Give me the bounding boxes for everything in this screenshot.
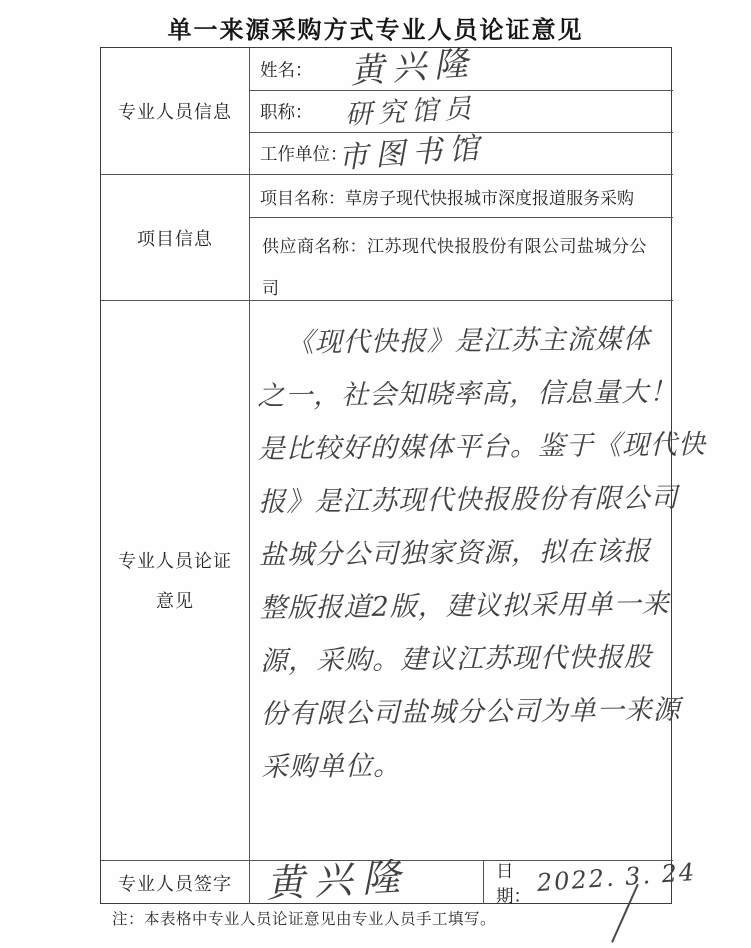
section-label-opinion (101, 301, 250, 861)
signature-handwritten: 黄兴隆 (265, 854, 412, 906)
project-name-label: 项目名称： (260, 188, 345, 208)
section-label-opinion-line2: 意见 (156, 590, 194, 611)
opinion-line: 源，采购。建议江苏现代快报股 (259, 641, 653, 677)
row-workunit (250, 130, 673, 176)
row-supplier (250, 218, 673, 301)
row-name (250, 43, 673, 92)
row-jobtitle (250, 91, 673, 133)
opinion-line: 整版报道2版，建议拟采用单一来 (259, 588, 670, 624)
section-label-signature: 专业人员签字 (101, 861, 250, 904)
opinion-line: 之一，社会知晓率高，信息量大！ (257, 376, 678, 413)
opinion-line: 《现代快报》是江苏主流媒体 (286, 323, 651, 359)
date-label: 日期： (496, 860, 531, 906)
opinion-handwritten-text (257, 313, 707, 794)
supplier-label: 供应商名称： (262, 237, 367, 256)
opinion-line: 盐城分公司独家资源，拟在该报 (258, 535, 652, 571)
opinion-cell (250, 301, 707, 861)
row-project-name (250, 175, 673, 218)
jobtitle-handwritten-value: 研究馆员 (344, 93, 478, 131)
section-label-personnel-info: 专业人员信息 (101, 48, 250, 175)
footer-note: 注：本表格中专业人员论证意见由专业人员手工填写。 (112, 911, 497, 928)
opinion-line: 份有限公司盐城分公司为单一来源 (260, 694, 681, 730)
date-cell (484, 857, 697, 906)
opinion-line: 报》是江苏现代快报股份有限公司 (258, 482, 679, 519)
document-title: 单一来源采购方式专业人员论证意见 (167, 18, 584, 44)
signature-cell (250, 854, 484, 906)
workunit-label: 工作单位： (260, 144, 348, 164)
opinion-table (100, 43, 707, 906)
section-label-opinion-line1: 专业人员论证 (118, 550, 232, 571)
opinion-line: 是比较好的媒体平台。鉴于《现代快 (257, 429, 707, 466)
date-handwritten-value: 2022. 3. 24 (536, 857, 697, 897)
project-name-value: 草房子现代快报城市深度报道服务采购 (345, 188, 634, 208)
jobtitle-label: 职称： (260, 102, 313, 122)
supplier-value: 江苏现代快报股份有限公司盐城分公司 (262, 237, 647, 298)
section-label-project-info: 项目信息 (101, 175, 250, 301)
name-label: 姓名： (260, 59, 313, 80)
workunit-handwritten-value: 市图书馆 (337, 130, 488, 176)
opinion-line: 采购单位。 (261, 750, 402, 783)
name-handwritten-value: 黄兴隆 (348, 43, 478, 92)
